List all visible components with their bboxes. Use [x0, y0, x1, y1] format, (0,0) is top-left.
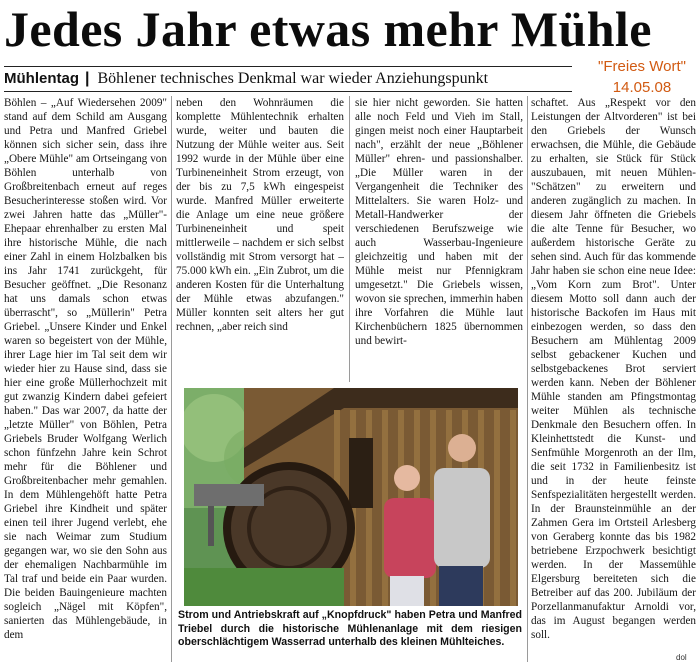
header-rule-bottom — [4, 91, 572, 92]
mill-photo-illustration — [184, 388, 518, 606]
column-3-text: sie hier nicht geworden. Sie hatten alle noch Feld und Vieh im Stall, gingen meist noch einer Hauptarbeit nach", erzählt der neue „Böhlener Müller" ehren- und passionshalber. „Die Müller waren in der Vergangenheit die Techniker des Mittelalters. Sie waren Holz- und Metall-Handwerker der verschiedenen Berufszweige wie auch Wasserbau-Ingenieure gleichzeitig und haben mit der Mühle meist nur Pfennigkram umgesetzt." Die Griebels wissen, wovon sie sprechen, immerhin haben ihre Vorfahren die Mühle laut Kirchenbüchern 1825 übernommen und bewirt- — [355, 97, 523, 347]
kicker: Mühlentag — [4, 70, 79, 87]
column-4-text: schaftet. Aus „Respekt vor den Leistungen der Altvorderen" ist bei den Griebels der Wunsch erwachsen, die Mühle, die Gebäude zu erhalten, sie Stück für Stück auszubauen, mit neuen Mühlen-"Schätzen" zu erweitern und anderen zugänglich zu machen. In diesem Jahr öffneten die Griebels die alte Tenne für Besucher, wo außerdem historische Geräte zu sehen sind. Auch für das kommende Jahr haben sie schon eine neue Idee: „Vom Korn zum Brot". Unter diesem Motto soll dann auch der historische Backofen im Haus mit einbezogen werden, so dass den Besuchern am Mühlentag 2009 selbst gebackener Kuchen und selbstgebackenes Brot serviert werden kann. Neben der Böhlener Mühle standen am Pfingstmontag weiter Mühlen als technische Denkmale den Besuchern offen. In Kleinhettstedt die Kunst- und Senfmühle Morgenroth an der Ilm, die seit 1732 in Familienbesitz ist und in der heute feinste Senfspezialitäten hergestellt werden. In der Braunsteinmühle an der Zahmen Gera im Ortsteil Arlesberg von Geraberg konnte das bis 1982 betriebene Erzpochwerk besichtigt werden. In der Massemühle Elgersburg bereiteten sich die Betreiber auf das 200. Jubiläum der Porzellanmanufaktur Arnoldi vor, das im August begangen werden soll. — [531, 97, 696, 641]
headline: Jedes Jahr etwas mehr Mühle — [4, 1, 652, 57]
publication-date: 14.05.08 — [612, 79, 672, 96]
photo-caption: Strom und Antriebskraft auf „Knopfdruck" haben Petra und Manfred Triebel durch die historische Mühlenanlage mit dem riesigen oberschlächtigem Wasserrad unterhalb des kleinen Mühlteiches. — [178, 609, 522, 648]
header-rule-top — [4, 66, 572, 67]
source-label — [586, 58, 698, 96]
subheadline: Böhlener technisches Denkmal war wieder Anziehungspunkt — [97, 70, 489, 87]
column-2-text: neben den Wohnräumen die komplette Mühlentechnik erhalten wurde, weiter und bauten die Nutzung der Mühle weiter aus. Seit 1992 wurde in der Mühle über eine Turbineneinheit Strom erzeugt, von der bis zu 7,5 kWh eingespeist wurde. Manfred Müller erweiterte die Anlage um eine neue größere Turbineneinheit und speit mittlerweile – nachdem er sich selbst vollständig mit Strom versorgt hat – 75.000 kWh ein. „Ein Zubrot, um die anderen Kosten für die Unterhaltung der Mühle etwas abzufangen." Müller konnten seit alters her gut rechnen, „aber reich sind — [176, 97, 344, 333]
column-divider — [171, 96, 172, 662]
column-divider — [349, 96, 350, 382]
article-column-3 — [355, 96, 523, 382]
article-column-1 — [4, 96, 167, 662]
column-1-text: Böhlen – „Auf Wiedersehen 2009" stand auf dem Schild am Ausgang und Petra und Manfred Griebel können sich sicher sein, dass ihre „Obere Mühle" am Ortseingang von Böhlen unterhalb von Großbreitenbach erneut auf reges Besucherinteresse stoßen wird. Vor zwei Jahren hatte das „Müller"-Ehepaar ehrenhalber zu ersten Mal ihre historische Mühle, die nach einer Zahl in einem Holzbalken bis ins Jahr 1741 zurückgeht, für Besucher geöffnet. „Die Resonanz hat uns damals schon etwas überrascht", so „Müllerin" Petra Griebel. „Unsere Kinder und Enkel waren so begeistert von der Mühle, ihrer Lage hier im Tal seit dem wir wieder hier zu Hause sind, dass sie hier eine große Müllerhochzeit mit gut zwanzig Kindern dabei gefeiert haben." Das war 2007, da hatte der „letzte Müller" von Böhlen, Petra Griebels Bruder Wolfgang Werlich schon fünfzehn Jahre kein Schrot mehr für die Böhlener und Großbreitenbacher mehr gemahlen. In dem Mühlengehöft hatte Petra Griebel ihre Kindheit und später einen teil ihrer Jugend verlebt, ehe sie nach Weimar zum Studium gegangen war, wo sie den Sohn aus der ehemaligen Nachbarmühle im Tal traf und beide ein Paar wurden. Die beiden Bauingenieure machten sogleich „Nägel mit Köpfen", sanierten das Mühlengebäude, in dem — [4, 97, 167, 641]
kicker-separator: | — [85, 70, 90, 87]
column-divider — [527, 96, 528, 662]
publication-name: "Freies Wort" — [598, 58, 686, 75]
article-column-4 — [531, 96, 696, 662]
article-photo — [184, 388, 518, 606]
subheadline-row — [4, 68, 584, 90]
photo-credit: dol — [676, 653, 687, 662]
article-column-2 — [176, 96, 344, 382]
